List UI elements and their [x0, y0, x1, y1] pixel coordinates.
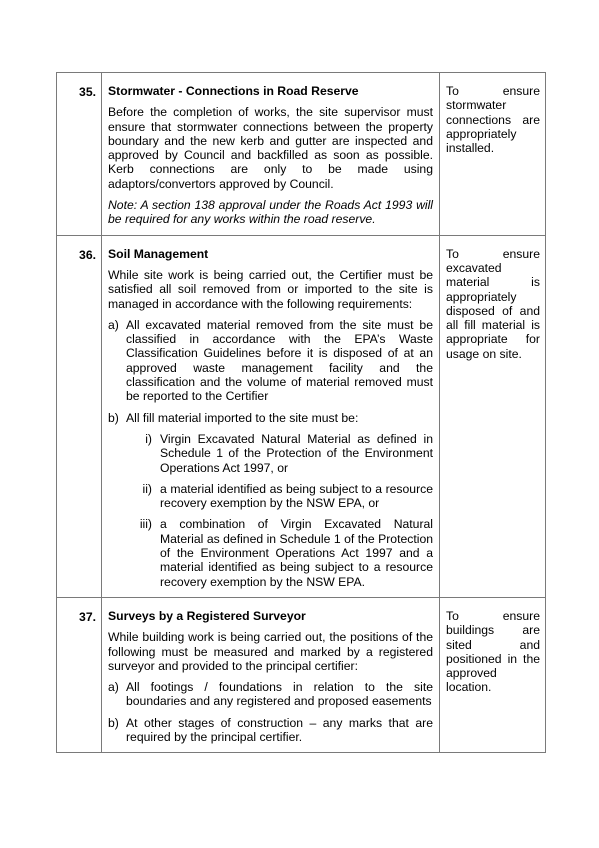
sub-list-item-label: i) [145, 431, 152, 446]
condition-intro: While building work is being carried out, the positions of the following must be measured and marked by a registered surveyor and provided to the principal certifier: [108, 630, 433, 673]
condition-title: Surveys by a Registered Surveyor [108, 608, 306, 623]
list-item-label: b) [108, 410, 119, 425]
sub-list-item-label: iii) [139, 517, 152, 532]
list-item-text: At other stages of construction – any marks that are required by the principal certifier. [126, 715, 433, 744]
list-item [108, 411, 433, 425]
condition-reason: To ensure buildings are sited and positioned in the approved location. [440, 597, 546, 752]
list-item [108, 318, 433, 404]
condition-intro: While site work is being carried out, the Certifier must be satisfied all soil removed from or imported to the site is managed in accordance with the following requirements: [108, 267, 433, 311]
condition-title: Soil Management [108, 246, 209, 261]
list-item-text: All fill material imported to the site must be: [126, 410, 359, 425]
sub-list-item [108, 482, 433, 511]
sub-list-item [108, 432, 433, 475]
list-item-text: All excavated material removed from the site must be classified in accordance with the EPA’s Waste Classification Guidelines before it is disposed of at an approved waste management facility and the classification and the volume of material removed must be reported to the Certifier [126, 317, 433, 404]
list-item-label: b) [108, 715, 119, 730]
condition-body [102, 235, 440, 597]
condition-row-35 [57, 73, 546, 236]
condition-row-37 [57, 597, 546, 752]
sub-list-item-label: ii) [142, 481, 152, 496]
list-item-text: All footings / foundations in relation to the site boundaries and any registered and proposed easements [126, 680, 433, 709]
condition-body [102, 597, 440, 752]
sub-list-item-text: Virgin Excavated Natural Material as defined in Schedule 1 of the Protection of the Environment Operations Act 1997, or [160, 431, 433, 475]
list-item-label: a) [108, 680, 119, 695]
list-item-label: a) [108, 317, 119, 332]
condition-reason: To ensure stormwater connections are appropriately installed. [440, 73, 546, 236]
sub-list-item-text: a material identified as being subject to a resource recovery exemption by the NSW EPA, or [160, 481, 433, 511]
condition-reason: To ensure excavated material is appropriately disposed of and all fill material is appropriate for usage on site. [440, 235, 546, 597]
list-item [108, 716, 433, 745]
sub-list-item-text: a combination of Virgin Excavated Natural Material as defined in Schedule 1 of the Protection of the Environment Operations Act 1997 and a material identified as being subject to a resource recovery exemption by the NSW EPA. [160, 517, 433, 589]
sub-list-item [108, 517, 433, 588]
condition-body [102, 73, 440, 236]
condition-number: 37. [57, 597, 102, 752]
condition-title: Stormwater - Connections in Road Reserve [108, 84, 359, 98]
condition-number: 36. [57, 235, 102, 597]
condition-note: Note: A section 138 approval under the Roads Act 1993 will be required for any works within the road reserve. [108, 198, 433, 227]
condition-number: 35. [57, 73, 102, 236]
list-item [108, 680, 433, 709]
condition-paragraph: Before the completion of works, the site supervisor must ensure that stormwater connections between the property boundary and the new kerb and gutter are inspected and approved by Council and backfilled as soon as possible. Kerb connections are only to be made using adaptors/convertors approved by Council. [108, 105, 433, 191]
conditions-table [56, 72, 546, 753]
condition-row-36 [57, 235, 546, 597]
